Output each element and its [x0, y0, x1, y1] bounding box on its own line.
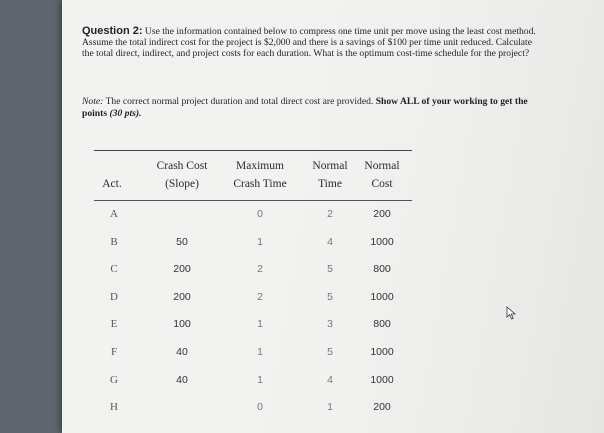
cell-normal-cost: 800	[373, 263, 391, 276]
cell-normal-cost: 1000	[370, 290, 394, 303]
cell-slope: 100	[173, 318, 191, 331]
cell-max-crash: 1	[257, 318, 263, 331]
header-normal-time-line2: Time	[318, 178, 342, 190]
header-crash-cost-line2: (Slope)	[165, 178, 199, 190]
cell-act: G	[110, 373, 118, 386]
cell-normal-time: 5	[327, 290, 333, 303]
note-points: (30 pts).	[109, 108, 142, 119]
cell-normal-cost: 800	[373, 318, 391, 331]
cell-act: C	[110, 263, 118, 276]
cell-normal-cost: 1000	[370, 346, 394, 358]
cell-act: A	[110, 208, 118, 220]
cell-slope: 200	[173, 290, 191, 303]
cell-normal-cost: 1000	[370, 235, 394, 248]
header-normal-cost-line2: Cost	[371, 178, 393, 190]
note-label: Note:	[82, 96, 104, 107]
cell-normal-time: 4	[327, 235, 333, 248]
cell-normal-time: 3	[327, 318, 333, 331]
cell-normal-cost: 200	[373, 208, 391, 220]
cell-act: F	[110, 346, 118, 358]
cell-normal-time: 5	[327, 263, 333, 276]
cell-max-crash: 1	[257, 235, 263, 248]
header-act: Act.	[102, 178, 122, 190]
header-normal-cost	[352, 157, 412, 193]
cell-normal-time: 1	[327, 401, 333, 414]
cell-max-crash: 2	[257, 263, 263, 276]
cell-slope: 40	[176, 346, 188, 358]
mouse-pointer-icon	[506, 306, 518, 320]
header-normal-time	[300, 157, 360, 193]
cell-slope: 40	[176, 373, 188, 386]
header-max-crash	[218, 157, 302, 193]
cell-act: D	[110, 290, 118, 303]
cell-max-crash: 0	[257, 401, 263, 414]
cell-max-crash: 2	[257, 290, 263, 303]
note-text	[82, 96, 552, 120]
cell-max-crash: 0	[257, 208, 263, 220]
cell-act: E	[110, 318, 118, 331]
header-normal-time-line1: Normal	[312, 160, 348, 172]
cell-normal-time: 4	[327, 373, 333, 386]
table-top-rule	[94, 150, 412, 151]
cell-slope: 50	[176, 235, 188, 248]
cell-normal-cost: 1000	[370, 373, 394, 386]
cell-normal-cost: 200	[373, 401, 391, 414]
cell-normal-time: 5	[327, 346, 333, 358]
table-header-rule	[94, 200, 412, 201]
cell-act: B	[110, 235, 118, 248]
header-normal-cost-line1: Normal	[364, 160, 400, 172]
header-crash-cost	[142, 157, 222, 193]
header-max-crash-line2: Crash Time	[233, 178, 287, 190]
note-instruction: Show ALL of your working to get the points	[82, 96, 528, 119]
question-body: Use the information contained below to compress one time unit per move using the least cost method. Assume the total indirect cost for the project is $2,000 and there is a savings of $100 per time unit reduced. Calculate the total direct, indirect, and project costs for each duration. What is the optimum cost-time schedule for the project?	[82, 26, 536, 60]
question-label: Question 2:	[82, 25, 143, 37]
note-body: The correct normal project duration and total direct cost are provided.	[105, 96, 374, 107]
cell-max-crash: 1	[257, 373, 263, 386]
cell-max-crash: 1	[257, 346, 263, 358]
question-text	[82, 26, 537, 60]
cell-normal-time: 2	[327, 208, 333, 220]
cell-act: H	[110, 401, 118, 414]
cell-slope: 200	[173, 263, 191, 276]
header-crash-cost-line1: Crash Cost	[156, 160, 208, 172]
document-page	[62, 0, 604, 433]
header-max-crash-line1: Maximum	[236, 160, 284, 172]
